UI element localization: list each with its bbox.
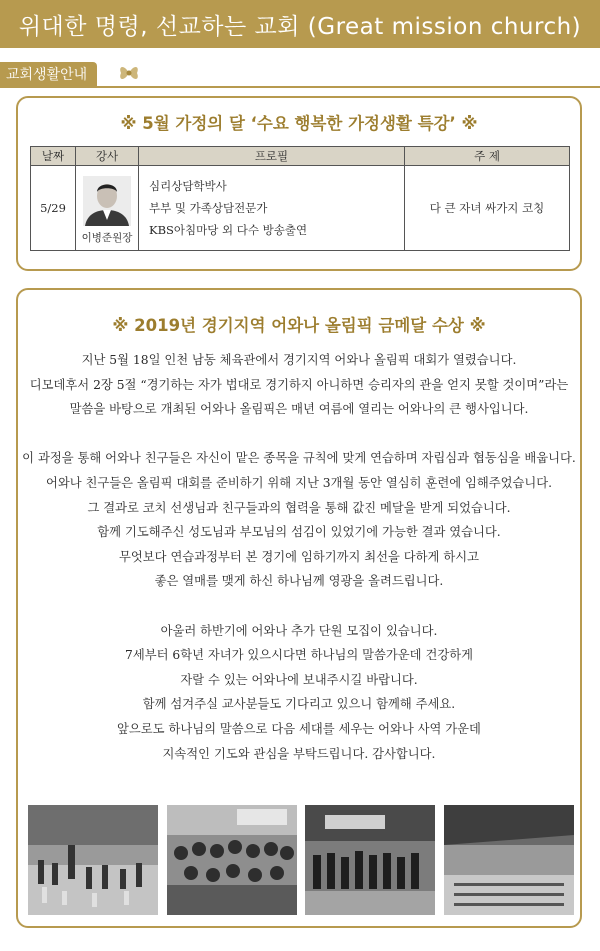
article-line: 말씀을 바탕으로 개최된 어와나 올림픽은 매년 여름에 열리는 어와나의 큰 행사입니다. [69, 402, 529, 417]
section-divider [0, 86, 600, 88]
section-tab-label: 교회생활안내 [6, 67, 88, 83]
header-title: 위대한 명령, 선교하는 교회 (Great mission church) [18, 13, 582, 40]
lecture-table [30, 146, 570, 251]
article-line: 무엇보다 연습과정부터 본 경기에 임하기까지 최선을 다하게 하시고 [119, 549, 479, 564]
column-header-teacher: 강사 [76, 147, 139, 166]
profile-line: 부부 및 가족상담전문가 [149, 201, 268, 215]
teacher-cell [76, 166, 139, 251]
event-photo-1 [28, 805, 158, 915]
article-line: 그 결과로 코치 선생님과 친구들과의 협력을 통해 값진 메달을 받게 되었습니다. [87, 500, 511, 515]
article-line: 디모데후서 2장 5절 “경기하는 자가 법대로 경기하지 아니하면 승리자의 관을 얻지 못할 것이며”라는 [29, 377, 569, 392]
column-header-topic: 주 제 [405, 147, 570, 166]
article-line: 아울러 하반기에 어와나 추가 단원 모집이 있습니다. [160, 623, 438, 638]
article-line: 지난 5월 18일 인천 남동 체육관에서 경기지역 어와나 올림픽 대회가 열렸습니다. [81, 353, 517, 367]
page-header [0, 0, 600, 48]
article-line: 자랄 수 있는 어와나에 보내주시길 바랍니다. [180, 672, 418, 687]
article-line: 함께 섬겨주실 교사분들도 기다리고 있으니 함께해 주세요. [142, 697, 456, 712]
olympic-article [18, 348, 580, 766]
article-line: 좋은 열매를 맺게 하신 하나님께 영광을 올려드립니다. [154, 574, 444, 589]
column-header-profile: 프로필 [139, 147, 405, 166]
column-header-date: 날짜 [31, 147, 76, 166]
table-row [31, 166, 570, 251]
profile-cell [139, 166, 405, 251]
section-tab [0, 62, 97, 86]
table-header-row [31, 147, 570, 166]
lecture-topic: 다 큰 자녀 싸가지 코칭 [405, 166, 570, 251]
profile-line: KBS아침마당 외 다수 방송출연 [149, 223, 308, 237]
event-photo-3 [305, 805, 435, 915]
event-photo-2 [167, 805, 297, 915]
article-line: 지속적인 기도와 관심을 부탁드립니다. 감사합니다. [162, 746, 436, 761]
teacher-photo [83, 176, 131, 226]
lecture-title: ※ 5월 가정의 달 ‘수요 행복한 가정생활 특강’ ※ [120, 114, 478, 133]
article-line: 이 과정을 통해 어와나 친구들은 자신이 맡은 종목을 규칙에 맞게 연습하며 자립심과 협동심을 배웁니다. [22, 451, 576, 466]
article-line: 7세부터 6학년 자녀가 있으시다면 하나님의 말씀가운데 건강하게 [125, 648, 473, 663]
profile-line: 심리상담학박사 [149, 179, 227, 193]
olympic-title: ※ 2019년 경기지역 어와나 올림픽 금메달 수상 ※ [112, 316, 486, 335]
olympic-box [16, 288, 582, 928]
teacher-name: 이병준원장 [81, 231, 133, 244]
lecture-date: 5/29 [31, 166, 76, 251]
article-line: 함께 기도해주신 성도님과 부모님의 섬김이 있었기에 가능한 결과 였습니다. [97, 525, 501, 540]
article-line: 앞으로도 하나님의 말씀으로 다음 세대를 세우는 어와나 사역 가운데 [117, 721, 481, 736]
photo-strip [28, 805, 574, 915]
ribbon-icon [118, 60, 140, 86]
event-photo-4 [444, 805, 574, 915]
article-line: 어와나 친구들은 올림픽 대회를 준비하기 위해 지난 3개월 동안 열심히 훈련에 임해주었습니다. [45, 475, 553, 490]
lecture-box [16, 96, 582, 271]
